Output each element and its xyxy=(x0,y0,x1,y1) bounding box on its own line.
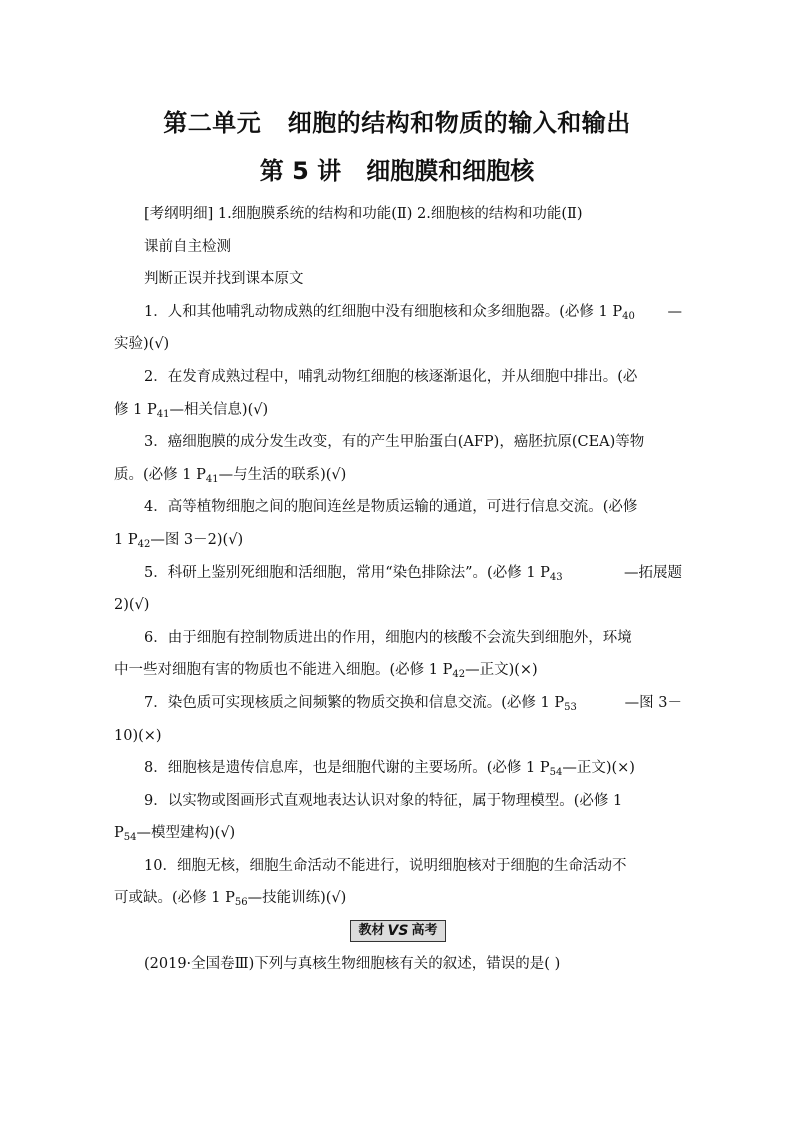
list-item: 1．人和其他哺乳动物成熟的红细胞中没有细胞核和众多细胞器。(必修 1 $P_{40}$ — xyxy=(144,303,682,322)
badge-right-text: 高考 xyxy=(411,923,438,939)
list-item: 9．以实物或图画形式直观地表达认识对象的特征，属于物理模型。(必修 1 xyxy=(144,792,623,809)
textbook-vs-exam-badge-row xyxy=(114,915,682,948)
list-item: 8．细胞核是遗传信息库，也是细胞代谢的主要场所。(必修 1 $P_{54}—$正文)(×) xyxy=(144,760,635,779)
list-item-continuation: 可或缺。(必修 1 $P_{56}—$技能训练)(√) xyxy=(114,890,347,909)
list-item-continuation: 1 $P_{42}—$图 3－2)(√) xyxy=(114,531,244,550)
lecture-title: 第 5 讲 细胞膜和细胞核 xyxy=(259,157,535,185)
list-item-continuation: 质。(必修 1 $P_{41}—$与生活的联系)(√) xyxy=(114,466,347,485)
list-item: 6．由于细胞有控制物质进出的作用，细胞内的核酸不会流失到细胞外，环境 xyxy=(144,629,632,646)
list-item: 3．癌细胞膜的成分发生改变，有的产生甲胎蛋白(AFP)，癌胚抗原(CEA)等物 xyxy=(144,434,645,451)
syllabus-line: [考纲明细] 1.细胞膜系统的结构和功能(Ⅱ) 2.细胞核的结构和功能(Ⅱ) xyxy=(144,206,583,222)
document-body xyxy=(114,198,682,980)
exam-question: (2019·全国卷Ⅲ)下列与真核生物细胞核有关的叙述，错误的是( ) xyxy=(144,955,561,972)
list-item-continuation: 实验)(√) xyxy=(114,336,170,353)
list-item-continuation: 中一些对细胞有害的物质也不能进入细胞。(必修 1 $P_{42}—$正文)(×) xyxy=(114,662,538,681)
list-item: 5．科研上鉴别死细胞和活细胞，常用“染色排除法”。(必修 1 $P_{43}$ —拓展题 xyxy=(144,564,682,583)
list-item: 10．细胞无核，细胞生命活动不能进行，说明细胞核对于细胞的生命活动不 xyxy=(144,857,627,874)
list-item-continuation: $P_{54}—$模型建构)(√) xyxy=(114,825,236,844)
badge-left-text: 教材 xyxy=(358,923,385,939)
list-item: 7．染色质可实现核质之间频繁的物质交换和信息交流。(必修 1 $P_{53}$ —图 3－ xyxy=(144,694,682,713)
list-item-continuation: 10)(×) xyxy=(114,727,162,744)
textbook-vs-exam-badge xyxy=(350,920,447,942)
section-heading: 课前自主检测 xyxy=(144,238,231,255)
list-item: 4．高等植物细胞之间的胞间连丝是物质运输的通道，可进行信息交流。(必修 xyxy=(144,499,638,516)
unit-title: 第二单元 细胞的结构和物质的输入和输出 xyxy=(163,109,631,137)
list-item-continuation: 修 1 $P_{41}—$相关信息)(√) xyxy=(114,401,269,420)
instruction-line: 判断正误并找到课本原文 xyxy=(144,271,304,288)
vs-icon: VS xyxy=(387,923,409,940)
list-item: 2．在发育成熟过程中，哺乳动物红细胞的核逐渐退化，并从细胞中排出。(必 xyxy=(144,368,638,385)
list-item-continuation: 2)(√) xyxy=(114,597,150,614)
